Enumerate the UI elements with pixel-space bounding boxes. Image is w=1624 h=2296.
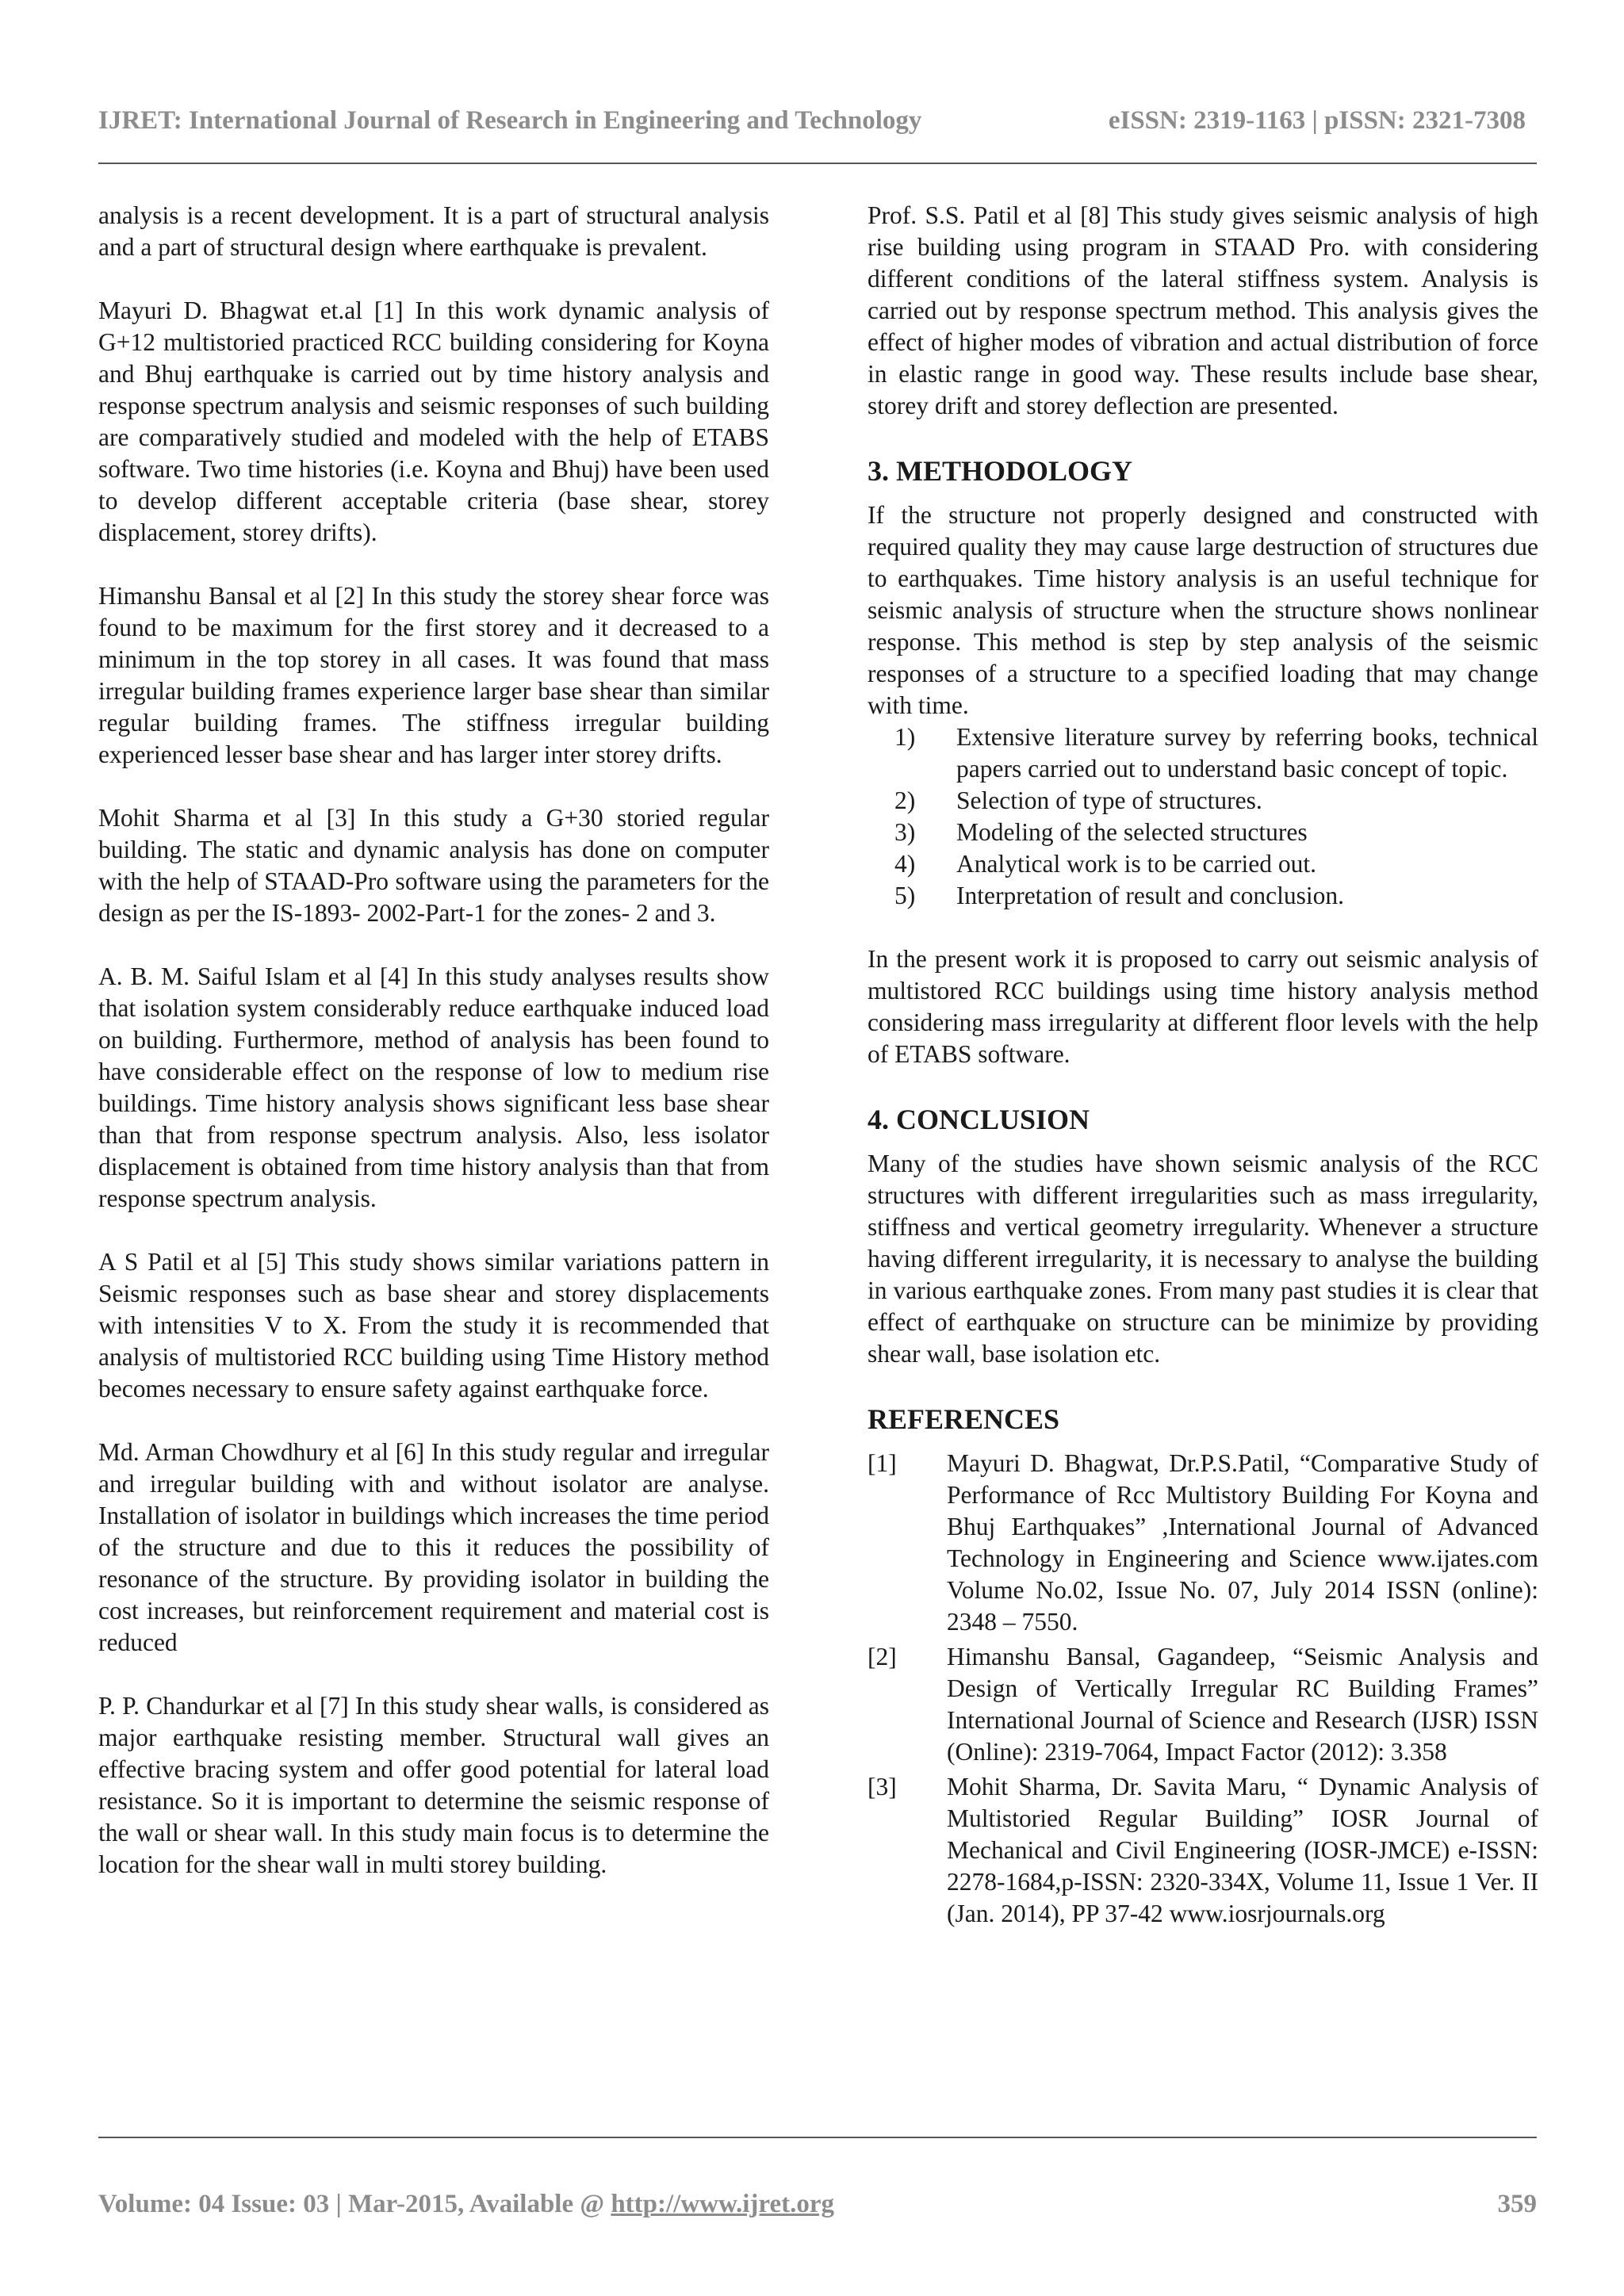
paragraph: Mayuri D. Bhagwat et.al [1] In this work dynamic analysis of G+12 multistoried practiced RCC building considering for Koyna and Bhuj earthquake is carried out by time history analysis and response spectrum analysis and seismic responses of such building are comparatively studied and modeled with the help of ETABS software. Two time histories (i.e. Koyna and Bhuj) have been used to develop different acceptable criteria (base shear, storey displacement, storey drifts). [98,297,769,546]
paragraph: P. P. Chandurkar et al [7] In this study shear walls, is considered as major earthquake resisting member. Structural wall gives an effective bracing system and offer good potential for lateral load resistance. So it is important to determine the seismic response of the wall or shear wall. In this study main focus is to determine the location for the shear wall in multi storey building. [98,1692,769,1878]
reference-item [868,1641,1538,1768]
reference-number: [2] [868,1643,897,1670]
reference-number: [1] [868,1449,897,1477]
reference-number: [3] [868,1773,897,1800]
spacer [868,912,1538,943]
list-item [868,785,1538,817]
list-item [868,880,1538,912]
list-text: Interpretation of result and conclusion. [956,882,1344,909]
paragraph: A S Patil et al [5] This study shows similar variations pattern in Seismic responses such as base shear and storey displacements with intensities V to X. From the study it is recommended that analysis of multistoried RCC building using Time History method becomes necessary to ensure safety against earthquake force. [98,1248,769,1402]
list-number: 2) [894,786,916,814]
journal-title: IJRET: International Journal of Research in Engineering and Technology [98,105,922,135]
list-number: 1) [894,723,916,751]
footer-url-link[interactable]: http://www.ijret.org [611,2189,834,2218]
footer-rule [98,2137,1537,2138]
page-number: 359 [1497,2189,1537,2218]
list-number: 3) [894,818,916,846]
list-text: Analytical work is to be carried out. [956,850,1316,878]
reference-item [868,1771,1538,1930]
paragraph: Himanshu Bansal et al [2] In this study the storey shear force was found to be maximum for the first storey and it decreased to a minimum in the top storey in all cases. It was found that mass irregular building frames experience larger base shear than similar regular building frames. The stiffness irregular building experienced lesser base shear and has larger inter storey drifts. [98,582,769,768]
paragraph: If the structure not properly designed and constructed with required quality they may cause large destruction of structures due to earthquakes. Time history analysis is an useful technique for seismic analysis of structure when the structure shows nonlinear response. This method is step by step analysis of the seismic responses of a structure to a specified loading that may change with time. [868,501,1538,719]
paragraph: A. B. M. Saiful Islam et al [4] In this study analyses results show that isolation system considerably reduce earthquake induced load on building. Furthermore, method of analysis has been found to have considerable effect on the response of low to medium rise buildings. Time history analysis shows significant less base shear than that from response spectrum analysis. Also, less isolator displacement is obtained from time history analysis than that from response spectrum analysis. [98,962,769,1212]
reference-text: Himanshu Bansal, Gagandeep, “Seismic Analysis and Design of Vertically Irregular RC Building Frames” International Journal of Science and Research (IJSR) ISSN (Online): 2319-7064, Impact Factor (2012): 3.358 [947,1643,1538,1766]
list-text: Extensive literature survey by referring books, technical papers carried out to understand basic concept of topic. [956,723,1538,783]
reference-item [868,1448,1538,1638]
reference-text: Mohit Sharma, Dr. Savita Maru, “ Dynamic Analysis of Multistoried Regular Building” IOSR Journal of Mechanical and Civil Engineering (IOSR-JMCE) e-ISSN: 2278-1684,p-ISSN: 2320-334X, Volume 11, Issue 1 Ver. II (Jan. 2014), PP 37-42 www.iosrjournals.org [947,1773,1538,1927]
references-list [868,1448,1538,1930]
section-heading-methodology: 3. METHODOLOGY [868,455,1133,487]
paragraph: Many of the studies have shown seismic analysis of the RCC structures with different irregularities such as mass irregularity, stiffness and vertical geometry irregularity. Whenever a structure having different irregularity, it is necessary to analyse the building in various earthquake zones. From many past studies it is clear that effect of earthquake on structure can be minimize by providing shear wall, base isolation etc. [868,1150,1538,1368]
paragraph: analysis is a recent development. It is a part of structural analysis and a part of structural design where earthquake is prevalent. [98,201,769,261]
list-text: Selection of type of structures. [956,786,1262,814]
list-item [868,817,1538,848]
page-footer [98,2184,1537,2224]
list-number: 4) [894,850,916,878]
section-heading-references: REFERENCES [868,1403,1060,1435]
list-item [868,848,1538,880]
footer-volume-text: Volume: 04 Issue: 03 | Mar-2015, Available @ [98,2189,611,2218]
section-heading-conclusion: 4. CONCLUSION [868,1104,1090,1135]
list-text: Modeling of the selected structures [956,818,1308,846]
header-rule [98,163,1537,164]
list-number: 5) [894,882,916,909]
paragraph: In the present work it is proposed to carry out seismic analysis of multistored RCC buildings using time history analysis method considering mass irregularity at different floor levels with the help of ETABS software. [868,945,1538,1068]
left-column [98,200,769,1912]
footer-volume [98,2190,834,2219]
reference-text: Mayuri D. Bhagwat, Dr.P.S.Patil, “Comparative Study of Performance of Rcc Multistory Building For Koyna and Bhuj Earthquakes” ,International Journal of Advanced Technology in Engineering and Science www.ijates.com Volume No.02, Issue No. 07, July 2014 ISSN (online): 2348 – 7550. [947,1449,1538,1636]
right-column [868,200,1538,1933]
issn-info: eISSN: 2319-1163 | pISSN: 2321-7308 [1108,105,1526,135]
paragraph: Prof. S.S. Patil et al [8] This study gives seismic analysis of high rise building using program in STAAD Pro. with considering different conditions of the lateral stiffness system. Analysis is carried out by response spectrum method. This analysis gives the effect of higher modes of vibration and actual distribution of force in elastic range in good way. These results include base shear, storey drift and storey deflection are presented. [868,201,1538,419]
methodology-steps [868,721,1538,912]
paragraph: Mohit Sharma et al [3] In this study a G+30 storied regular building. The static and dynamic analysis has done on computer with the help of STAAD-Pro software using the parameters for the design as per the IS-1893- 2002-Part-1 for the zones- 2 and 3. [98,804,769,927]
page-header [98,97,1526,144]
list-item [868,721,1538,785]
paragraph: Md. Arman Chowdhury et al [6] In this study regular and irregular and irregular building with and without isolator are analyse. Installation of isolator in buildings which increases the time period of the structure and due to this it reduces the possibility of resonance of the structure. By providing isolator in building the cost increases, but reinforcement requirement and material cost is reduced [98,1438,769,1656]
